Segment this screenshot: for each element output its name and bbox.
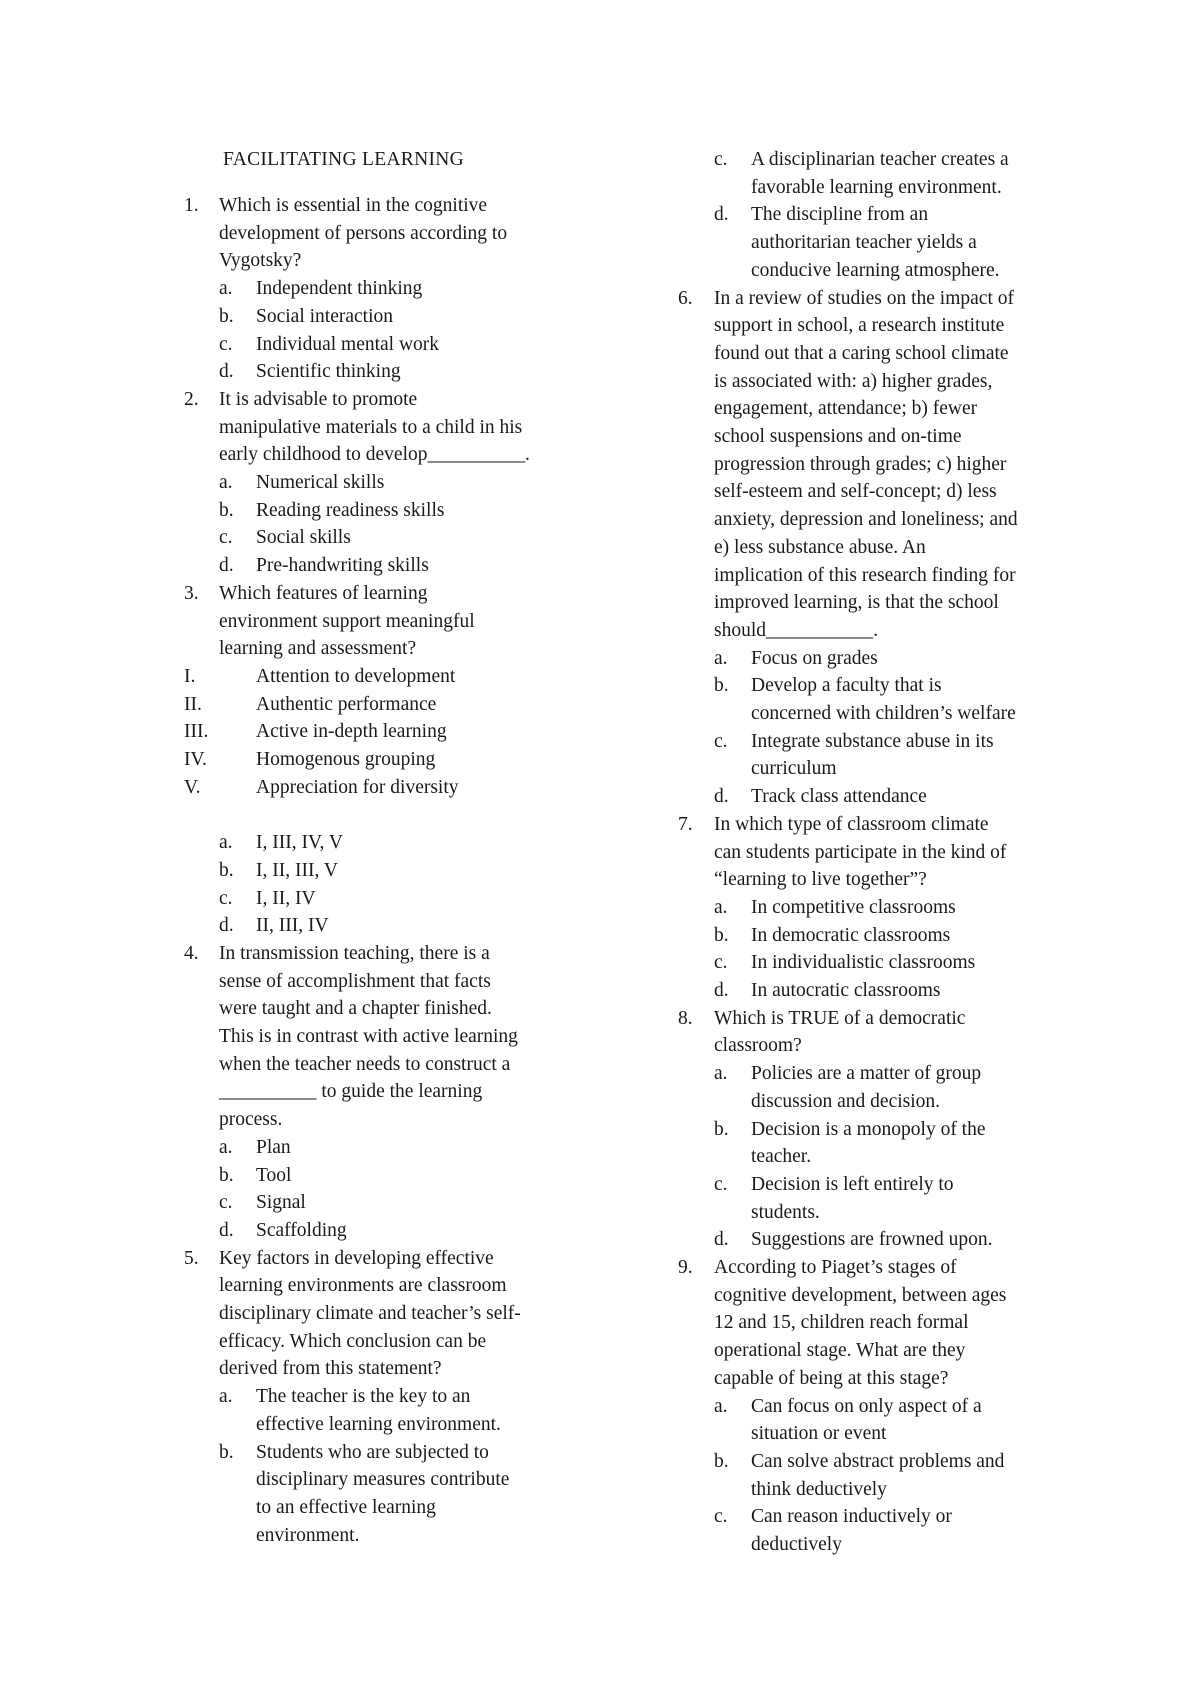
option-text: Suggestions are frowned upon. — [751, 1229, 993, 1251]
option-text: The discipline from an — [751, 204, 929, 226]
option-letter: c. — [714, 952, 728, 974]
question-stem-line: sense of accomplishment that facts — [219, 970, 491, 992]
option-letter: b. — [219, 1441, 234, 1463]
option-text: II, III, IV — [256, 915, 329, 937]
option-text: curriculum — [751, 758, 837, 780]
question-stem-line: manipulative materials to a child in his — [219, 416, 523, 438]
option-letter: a. — [714, 896, 728, 918]
option-text: Individual mental work — [256, 333, 440, 355]
option-letter: b. — [714, 675, 729, 697]
option-text: Scaffolding — [256, 1219, 347, 1241]
option-text: Signal — [256, 1192, 306, 1214]
question-number: 9. — [678, 1257, 693, 1278]
option-letter: c. — [714, 149, 728, 170]
option-letter: c. — [219, 333, 233, 355]
option-letter: c. — [219, 527, 233, 549]
question-stem-line: Which features of learning — [219, 582, 428, 604]
question-number: 4. — [184, 942, 199, 964]
option-letter: d. — [219, 915, 234, 937]
question-stem-line: Which is essential in the cognitive — [219, 195, 488, 216]
roman-numeral: I. — [184, 665, 196, 687]
option-letter: a. — [219, 278, 233, 300]
option-text: Decision is a monopoly of the — [751, 1118, 986, 1140]
roman-item-text: Homogenous grouping — [256, 749, 436, 770]
question-number: 3. — [184, 582, 199, 604]
option-text: authoritarian teacher yields a — [751, 232, 977, 254]
question-stem-line: development of persons according to — [219, 222, 508, 244]
question-stem-line: In which type of classroom climate — [714, 813, 989, 835]
question-stem-line: process. — [219, 1109, 283, 1131]
option-text: to an effective learning — [256, 1496, 436, 1518]
option-text: Social skills — [256, 527, 351, 549]
option-text: Policies are a matter of group — [751, 1063, 982, 1085]
option-text: Can reason inductively or — [751, 1506, 952, 1528]
question-stem-line: environment support meaningful — [219, 610, 475, 632]
option-text: Social interaction — [256, 305, 393, 327]
option-text: effective learning environment. — [256, 1413, 501, 1435]
option-letter: d. — [714, 980, 729, 1001]
option-letter: d. — [714, 786, 729, 808]
question-stem-line: In transmission teaching, there is a — [219, 942, 490, 964]
option-text: In democratic classrooms — [751, 924, 951, 946]
option-text: disciplinary measures contribute — [256, 1469, 510, 1491]
option-letter: b. — [219, 499, 234, 521]
question-number: 5. — [184, 1247, 199, 1269]
option-text: Numerical skills — [256, 472, 385, 493]
question-stem-line: Key factors in developing effective — [219, 1247, 494, 1269]
question-stem-line: capable of being at this stage? — [714, 1367, 949, 1389]
option-text: Scientific thinking — [256, 361, 401, 383]
question-stem-line: learning environments are classroom — [219, 1275, 507, 1297]
option-letter: b. — [714, 1118, 729, 1140]
question-stem-line: classroom? — [714, 1035, 802, 1057]
roman-item-text: Appreciation for diversity — [256, 776, 459, 798]
question-stem-line: were taught and a chapter finished. — [219, 998, 492, 1020]
question-stem-line: school suspensions and on-time — [714, 426, 962, 447]
option-letter: d. — [219, 555, 234, 577]
roman-item-text: Attention to development — [256, 665, 456, 687]
question-number: 6. — [678, 287, 693, 309]
option-text: discussion and decision. — [751, 1090, 941, 1112]
question-stem-line: Vygotsky? — [219, 250, 302, 272]
option-letter: b. — [714, 924, 729, 946]
option-text: Pre-handwriting skills — [256, 555, 429, 577]
option-letter: c. — [219, 1192, 233, 1214]
option-text: In competitive classrooms — [751, 896, 956, 918]
option-letter: c. — [714, 1173, 728, 1195]
question-stem-line: improved learning, is that the school — [714, 592, 999, 614]
option-text: environment. — [256, 1524, 360, 1546]
roman-numeral: V. — [184, 776, 201, 798]
question-number: 2. — [184, 388, 199, 410]
option-letter: a. — [714, 1395, 728, 1417]
option-text: Decision is left entirely to — [751, 1173, 954, 1195]
option-text: concerned with children’s welfare — [751, 703, 1016, 724]
option-text: deductively — [751, 1534, 842, 1555]
option-text: Track class attendance — [751, 786, 927, 808]
question-stem-line: can students participate in the kind of — [714, 841, 1007, 863]
option-text: I, II, III, V — [256, 859, 338, 881]
question-stem-line: In a review of studies on the impact of — [714, 287, 1014, 309]
question-stem-line: found out that a caring school climate — [714, 342, 1009, 364]
option-text: Develop a faculty that is — [751, 675, 942, 697]
option-letter: d. — [219, 1219, 234, 1241]
option-text: Students who are subjected to — [256, 1441, 489, 1463]
option-letter: a. — [714, 1063, 728, 1085]
question-stem-line: According to Piaget’s stages of — [714, 1257, 957, 1278]
question-stem-line: anxiety, depression and loneliness; and — [714, 509, 1018, 531]
question-stem-line: when the teacher needs to construct a — [219, 1053, 511, 1075]
option-text: I, II, IV — [256, 887, 316, 909]
roman-item-text: Authentic performance — [256, 693, 437, 715]
option-letter: a. — [219, 1386, 233, 1408]
question-stem-line: should___________. — [714, 619, 879, 641]
question-stem-line: e) less substance abuse. An — [714, 536, 926, 558]
question-stem-line: learning and assessment? — [219, 638, 417, 660]
option-text: teacher. — [751, 1146, 812, 1168]
roman-numeral: III. — [184, 721, 209, 743]
option-text: Can solve abstract problems and — [751, 1450, 1005, 1472]
roman-numeral: II. — [184, 693, 202, 715]
option-letter: a. — [714, 647, 728, 669]
question-number: 8. — [678, 1007, 693, 1029]
option-letter: c. — [714, 1506, 728, 1528]
option-letter: d. — [219, 361, 234, 383]
option-letter: b. — [714, 1450, 729, 1472]
option-text: conducive learning atmosphere. — [751, 259, 1000, 281]
option-text: A disciplinarian teacher creates a — [751, 149, 1009, 170]
option-letter: b. — [219, 1164, 234, 1186]
option-text: Focus on grades — [751, 647, 878, 669]
roman-numeral: IV. — [184, 749, 207, 770]
option-text: The teacher is the key to an — [256, 1386, 471, 1408]
question-stem-line: disciplinary climate and teacher’s self- — [219, 1303, 521, 1324]
roman-item-text: Active in-depth learning — [256, 721, 447, 743]
question-stem-line: 12 and 15, children reach formal — [714, 1312, 969, 1334]
question-stem-line: early childhood to develop__________. — [219, 444, 530, 466]
option-letter: b. — [219, 305, 234, 327]
question-stem-line: is associated with: a) higher grades, — [714, 370, 993, 392]
question-stem-line: cognitive development, between ages — [714, 1284, 1007, 1306]
question-number: 1. — [184, 195, 199, 216]
option-letter: c. — [714, 730, 728, 752]
option-letter: a. — [219, 832, 233, 854]
option-text: Integrate substance abuse in its — [751, 730, 994, 752]
question-stem-line: __________ to guide the learning — [219, 1081, 483, 1103]
question-stem-line: “learning to live together”? — [714, 869, 927, 891]
option-text: think deductively — [751, 1478, 887, 1500]
option-letter: a. — [219, 1136, 233, 1158]
question-stem-line: operational stage. What are they — [714, 1340, 966, 1362]
option-text: I, III, IV, V — [256, 832, 344, 854]
question-stem-line: It is advisable to promote — [219, 388, 418, 410]
question-stem-line: progression through grades; c) higher — [714, 453, 1007, 475]
option-text: Independent thinking — [256, 278, 423, 300]
option-text: favorable learning environment. — [751, 176, 1002, 198]
question-stem-line: implication of this research finding for — [714, 564, 1016, 586]
page-title: FACILITATING LEARNING — [223, 149, 465, 170]
option-text: Reading readiness skills — [256, 499, 445, 521]
option-text: Can focus on only aspect of a — [751, 1395, 982, 1417]
option-letter: d. — [714, 1229, 729, 1251]
option-letter: b. — [219, 859, 234, 881]
option-text: Tool — [256, 1164, 292, 1186]
option-text: In individualistic classrooms — [751, 952, 976, 974]
option-text: In autocratic classrooms — [751, 980, 941, 1001]
question-number: 7. — [678, 813, 693, 835]
question-stem-line: self-esteem and self-concept; d) less — [714, 481, 997, 503]
question-stem-line: support in school, a research institute — [714, 315, 1005, 337]
option-letter: d. — [714, 204, 729, 226]
question-stem-line: derived from this statement? — [219, 1358, 442, 1380]
question-stem-line: Which is TRUE of a democratic — [714, 1007, 966, 1029]
option-text: situation or event — [751, 1423, 887, 1445]
question-stem-line: efficacy. Which conclusion can be — [219, 1330, 487, 1352]
question-stem-line: This is in contrast with active learning — [219, 1026, 518, 1047]
option-letter: c. — [219, 887, 233, 909]
question-stem-line: engagement, attendance; b) fewer — [714, 398, 978, 420]
option-text: Plan — [256, 1136, 291, 1158]
option-letter: a. — [219, 472, 233, 493]
option-text: students. — [751, 1201, 820, 1223]
